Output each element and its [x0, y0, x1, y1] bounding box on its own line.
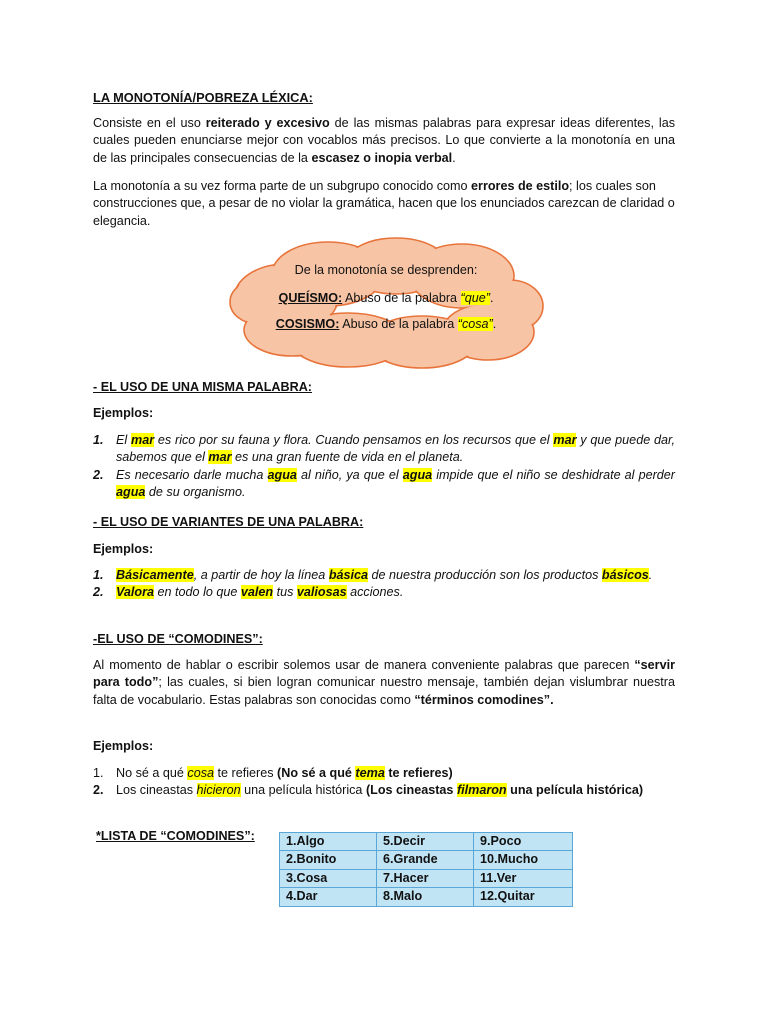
table-cell: 6.Grande: [377, 851, 474, 869]
table-cell: 3.Cosa: [280, 869, 377, 887]
text-run: de nuestra producción son los productos: [368, 568, 602, 582]
highlighted-word: filmaron: [456, 783, 507, 798]
text-run: No sé a qué: [116, 766, 188, 780]
text-run: tus: [273, 585, 297, 600]
highlighted-word: agua: [116, 485, 146, 500]
text-run: La monotonía a su vez forma parte de un subgrupo conocido como: [93, 179, 472, 193]
text-run: Al momento de hablar o escribir solemos usar de manera conveniente palabras que parecen: [93, 658, 635, 672]
text-run: es una gran fuente de vida en el planeta.: [231, 450, 464, 465]
cloud-intro: De la monotonía se desprenden:: [294, 263, 478, 277]
text-run: te refieres: [214, 766, 278, 780]
bold-term: escasez o inopia verbal: [311, 150, 453, 165]
bold-text: te refieres): [384, 766, 453, 780]
cosismo-label: COSISMO:: [275, 317, 340, 331]
text-run: Los cineastas: [116, 783, 197, 798]
section-heading-variants: - EL USO DE VARIANTES DE UNA PALABRA:: [93, 515, 364, 529]
table-cell: 1.Algo: [280, 833, 377, 851]
bold-text: (No sé a qué: [277, 766, 356, 780]
text-run: , a partir de hoy la línea: [193, 568, 329, 582]
page-title: LA MONOTONÍA/POBREZA LÉXICA:: [93, 90, 313, 105]
comodines-table: [279, 832, 573, 907]
cosismo-line: [226, 316, 546, 333]
section-heading-comodines: -EL USO DE “COMODINES”:: [93, 632, 263, 646]
highlighted-word: agua: [267, 467, 297, 482]
highlighted-word: mar: [208, 450, 232, 465]
highlighted-word: cosa: [187, 766, 215, 780]
queismo-line: [226, 290, 546, 307]
item-number: 2.: [93, 585, 104, 600]
bold-text: una película histórica): [506, 783, 644, 798]
text-run: Es necesario darle mucha: [116, 467, 268, 482]
section-heading-same-word: - EL USO DE UNA MISMA PALABRA:: [93, 380, 312, 394]
item-number: 1.: [93, 568, 104, 582]
text-run: El: [116, 433, 131, 447]
item-number: 1.: [93, 433, 104, 447]
text-run: una película histórica: [240, 783, 366, 798]
text-run: de las mismas palabras para expresar ideas diferentes, las cuales pueden enunciarse mejor con vocablos más precisos. Lo que convierte a la monotonía en una de las principales consecuencias de la: [93, 116, 675, 165]
text-run: y que puede dar, sabemos que el: [116, 433, 675, 465]
text-run: impide que el niño se deshidrate al perder: [432, 467, 675, 482]
highlighted-word: valen: [240, 585, 274, 600]
table-cell: 10.Mucho: [474, 851, 573, 869]
table-cell: 11.Ver: [474, 869, 573, 887]
table-row: [280, 851, 573, 869]
bold-text: (Los cineastas: [365, 783, 457, 798]
same-word-examples-list: [93, 432, 675, 502]
list-item: [93, 782, 675, 799]
comodines-paragraph: [93, 657, 675, 709]
list-item: [93, 584, 675, 601]
comodines-list-label: *LISTA DE “COMODINES”:: [96, 829, 255, 843]
table-cell: 2.Bonito: [280, 851, 377, 869]
table-row: [280, 869, 573, 887]
item-number: 2.: [93, 467, 104, 482]
text-run: ; los cuales son construcciones que, a pesar de no violar la gramática, hacen que los enunciados carezcan de claridad o elegancia.: [93, 179, 675, 228]
table-cell: 12.Quitar: [474, 888, 573, 906]
bold-term: errores de estilo: [471, 179, 570, 193]
text-run: es rico por su fauna y flora. Cuando pensamos en los recursos que el: [154, 433, 554, 447]
text-run: .: [492, 317, 497, 331]
table-cell: 4.Dar: [280, 888, 377, 906]
text-run: en todo lo que: [154, 585, 241, 600]
table-cell: 8.Malo: [377, 888, 474, 906]
variants-examples-list: [93, 567, 675, 602]
highlighted-word: básica: [328, 568, 369, 582]
examples-label: Ejemplos:: [93, 406, 154, 420]
text-run: .: [648, 568, 653, 582]
highlighted-word: “cosa”: [457, 317, 493, 331]
style-errors-paragraph: [93, 178, 675, 230]
bold-term: reiterado y excesivo: [205, 116, 330, 130]
highlighted-word: “que”: [460, 291, 490, 305]
table-row: [280, 833, 573, 851]
bold-term: “términos comodines”.: [414, 692, 554, 707]
highlighted-word: Básicamente: [116, 568, 194, 582]
text-run: acciones.: [346, 585, 404, 600]
text-run: al niño, ya que el: [296, 467, 403, 482]
highlighted-word: básicos: [601, 568, 649, 582]
highlighted-word: valiosas: [296, 585, 347, 600]
examples-label: Ejemplos:: [93, 739, 154, 753]
table-cell: 9.Poco: [474, 833, 573, 851]
queismo-label: QUEÍSMO:: [278, 291, 343, 305]
comodines-examples-list: [93, 765, 675, 800]
table-cell: 5.Decir: [377, 833, 474, 851]
text-run: de su organismo.: [145, 485, 246, 500]
highlighted-word: hicieron: [196, 783, 241, 798]
list-item: [93, 765, 675, 782]
highlighted-word: mar: [553, 433, 577, 447]
highlighted-word: tema: [355, 766, 385, 780]
highlighted-word: agua: [402, 467, 433, 482]
highlighted-word: mar: [131, 433, 155, 447]
definition-paragraph: [93, 115, 675, 167]
examples-label: Ejemplos:: [93, 542, 154, 556]
text-run: Abuso de la palabra: [342, 291, 461, 305]
text-run: .: [489, 291, 494, 305]
bold-term: “servir para todo”: [93, 658, 675, 690]
list-item: [93, 567, 675, 584]
text-run: .: [452, 150, 456, 165]
table-cell: 7.Hacer: [377, 869, 474, 887]
highlighted-word: Valora: [116, 585, 155, 600]
table-row: [280, 888, 573, 906]
list-item: [93, 467, 675, 502]
list-item: [93, 432, 675, 467]
text-run: Abuso de la palabra: [339, 317, 458, 331]
text-run: Consiste en el uso: [93, 116, 206, 130]
item-number: 2.: [93, 783, 104, 798]
text-run: ; las cuales, si bien logran comunicar nuestro mensaje, también dejan vislumbrar nuestra falta de vocabulario. Estas palabras son conocidas como: [93, 675, 676, 707]
item-number: 1.: [93, 766, 104, 780]
